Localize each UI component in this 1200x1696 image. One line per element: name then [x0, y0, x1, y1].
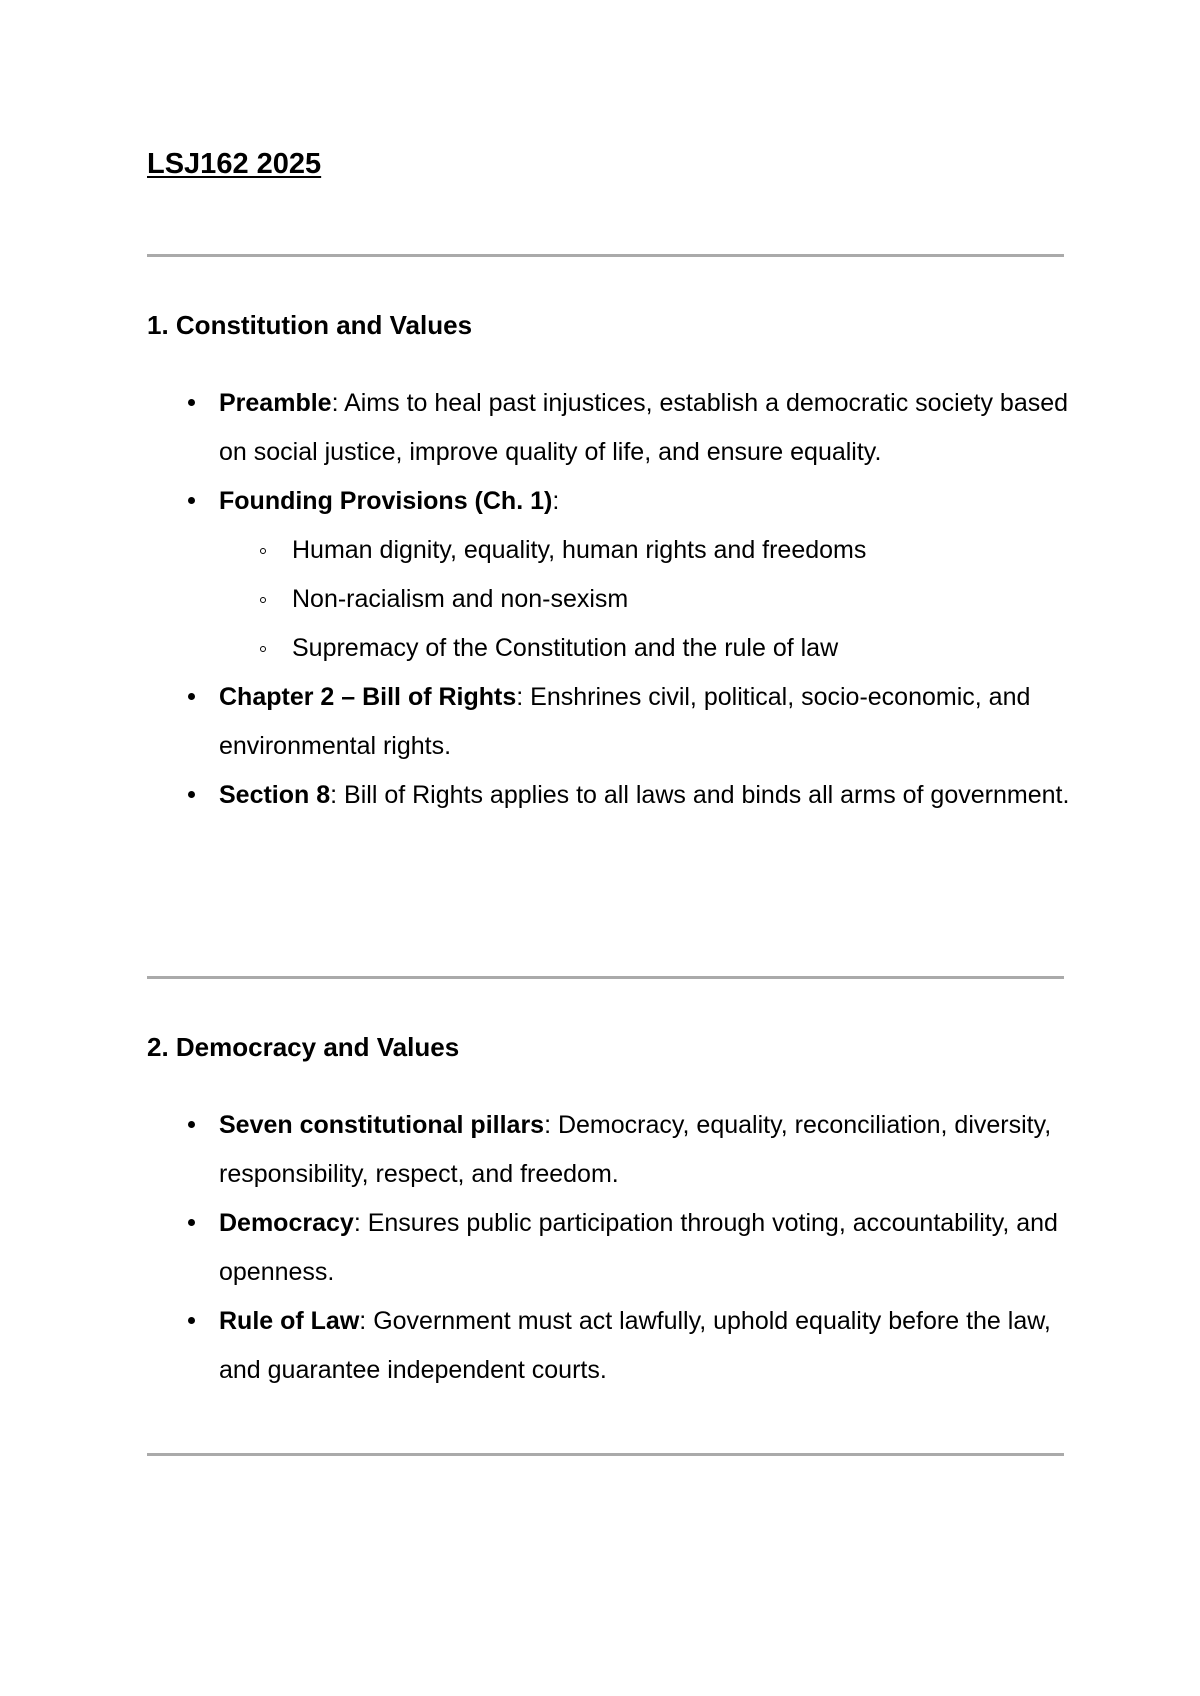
item-term: Democracy — [219, 1209, 354, 1237]
document-title: LSJ162 2025 — [147, 148, 322, 180]
item-term: Chapter 2 – Bill of Rights — [219, 683, 517, 711]
sub-list-item — [292, 526, 1079, 575]
horizontal-rule — [147, 254, 1064, 257]
sub-list-item — [292, 624, 1079, 673]
bullet-icon — [188, 1317, 195, 1324]
item-term: Founding Provisions (Ch. 1) — [219, 487, 553, 515]
item-text: : Democracy, equality, reconciliation, diversity, responsibility, respect, and freedom. — [219, 1111, 1052, 1188]
list-item-bill-of-rights — [219, 673, 1079, 771]
item-text: : Bill of Rights applies to all laws and binds all arms of government. — [330, 781, 1070, 809]
item-text: : Enshrines civil, political, socio-economic, and environmental rights. — [219, 683, 1031, 760]
bullet-icon — [188, 1219, 195, 1226]
horizontal-rule — [147, 976, 1064, 979]
horizontal-rule — [147, 1453, 1064, 1456]
section-heading-constitution: 1. Constitution and Values — [147, 310, 473, 340]
sub-item-text: Human dignity, equality, human rights and freedoms — [292, 536, 867, 564]
sub-item-text: Supremacy of the Constitution and the rule of law — [292, 634, 839, 662]
list-item-section-8 — [219, 771, 1079, 820]
item-term: Preamble — [219, 389, 332, 417]
item-text: : Government must act lawfully, uphold equality before the law, and guarantee independent courts. — [219, 1307, 1051, 1384]
item-text: : Ensures public participation through voting, accountability, and openness. — [219, 1209, 1058, 1286]
bullet-list-constitution — [219, 379, 1079, 820]
item-term: Rule of Law — [219, 1307, 360, 1335]
list-item-democracy — [219, 1199, 1079, 1297]
hollow-bullet-icon — [260, 548, 266, 554]
bullet-icon — [188, 399, 195, 406]
list-item-founding-provisions — [219, 477, 1079, 526]
bullet-icon — [188, 497, 195, 504]
item-text: : Aims to heal past injustices, establish a democratic society based on social justice, improve quality of life, and ensure equality. — [219, 389, 1069, 466]
section-heading-democracy: 2. Democracy and Values — [147, 1032, 460, 1062]
sub-list-item — [292, 575, 1079, 624]
list-item-rule-of-law — [219, 1297, 1079, 1395]
hollow-bullet-icon — [260, 646, 266, 652]
list-item-seven-pillars — [219, 1101, 1079, 1199]
item-text: : — [552, 487, 560, 515]
sub-list-founding-provisions — [292, 526, 1079, 673]
bullet-list-democracy — [219, 1101, 1079, 1395]
item-term: Section 8 — [219, 781, 331, 809]
item-term: Seven constitutional pillars — [219, 1111, 545, 1139]
bullet-icon — [188, 693, 195, 700]
bullet-icon — [188, 791, 195, 798]
bullet-icon — [188, 1121, 195, 1128]
list-item-preamble — [219, 379, 1079, 477]
sub-item-text: Non-racialism and non-sexism — [292, 585, 629, 613]
hollow-bullet-icon — [260, 597, 266, 603]
